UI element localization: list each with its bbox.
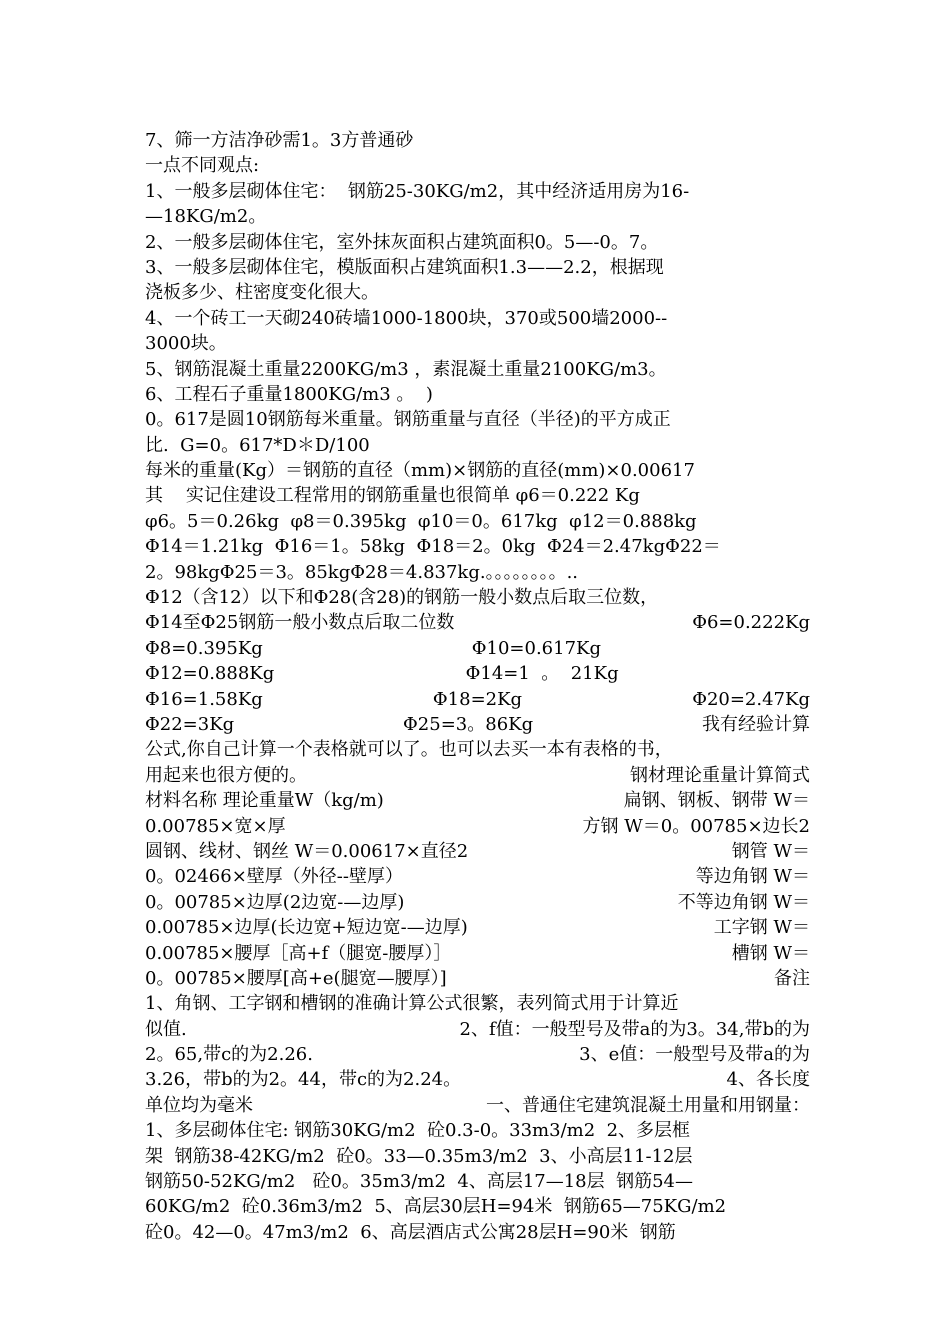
text-segment: 0。00785×边厚(2边宽-—边厚): [145, 891, 405, 913]
text-line: [145, 788, 810, 813]
text-line: [145, 1017, 810, 1042]
text-segment: 方钢 W＝0。00785×边长2: [582, 815, 810, 837]
text-segment: 60KG/m2 砼0.36m3/m2 5、高层30层H=94米 钢筋65—75KG/m2: [145, 1196, 727, 1218]
text-segment: —18KG/m2。: [145, 206, 267, 228]
text-segment: 7、筛一方洁净砂需1。3方普通砂: [145, 130, 414, 151]
text-segment: Φ6=0.222Kg: [692, 612, 810, 634]
text-line: [145, 382, 810, 407]
text-segment: Φ16=1.58Kg: [145, 688, 263, 710]
text-line: [145, 1220, 810, 1245]
text-line: [145, 1118, 810, 1143]
text-segment: 槽钢 W＝: [731, 942, 810, 964]
text-line: [145, 534, 810, 559]
text-segment: 钢管 W＝: [731, 840, 810, 862]
text-segment: 0。00785×腰厚[高+e(腿宽—腰厚）]: [145, 967, 447, 989]
text-segment: 1、一般多层砌体住宅： 钢筋25-30KG/m2，其中经济适用房为16-: [145, 180, 690, 202]
text-line: [145, 1194, 810, 1219]
text-line: [145, 966, 810, 991]
text-segment: 不等边角钢 W＝: [677, 891, 810, 913]
text-line: [145, 153, 810, 178]
text-line: [145, 687, 810, 712]
text-line: [145, 839, 810, 864]
text-line: [145, 458, 810, 483]
text-line: [145, 179, 810, 204]
text-segment: 4、一个砖工一天砌240砖墙1000-1800块，370或500墙2000--: [145, 307, 668, 329]
text-segment: 3、一般多层砌体住宅，模版面积占建筑面积1.3——2.2，根据现: [145, 256, 664, 278]
text-segment: 2。98kgΦ25＝3。85kgΦ28＝4.837kg.。。。。。。。。..: [145, 561, 579, 583]
text-segment: 每米的重量(Kg）＝钢筋的直径（mm)×钢筋的直径(mm)×0.00617: [145, 460, 695, 482]
text-line: [145, 1144, 810, 1169]
text-segment: 用起来也很方便的。: [145, 764, 307, 786]
text-segment: 其 实记住建设工程常用的钢筋重量也很简单 φ6＝0.222 Kg: [145, 485, 640, 507]
text-segment: Φ14＝1.21kg Φ16＝1。58kg Φ18＝2。0kg Φ24＝2.47kgΦ22＝: [145, 536, 721, 558]
text-segment: 0。617是圆10钢筋每米重量。钢筋重量与直径（半径)的平方成正: [145, 409, 671, 431]
text-segment: 1、角钢、工字钢和槽钢的准确计算公式很繁，表列简式用于计算近: [145, 993, 679, 1015]
text-line: [145, 636, 810, 661]
text-line: [145, 610, 810, 635]
text-line: [145, 331, 810, 356]
text-line: [145, 1042, 810, 1067]
text-line: [145, 864, 810, 889]
text-segment: 0.00785×腰厚［高+f（腿宽-腰厚）］: [145, 942, 452, 964]
text-segment: 单位均为毫米: [145, 1094, 253, 1116]
text-segment: 备注: [774, 967, 810, 989]
text-segment: 我有经验计算: [702, 713, 810, 735]
text-segment: 材料名称 理论重量W（kg/m): [145, 790, 384, 812]
text-line: [145, 737, 810, 762]
text-line: [145, 890, 810, 915]
text-segment: 0。02466×壁厚（外径--壁厚）: [145, 866, 403, 888]
text-line: [145, 814, 810, 839]
text-segment: 1、多层砌体住宅: 钢筋30KG/m2 砼0.3-0。33m3/m2 2、多层框: [145, 1120, 691, 1142]
text-segment: Φ20=2.47Kg: [692, 688, 810, 710]
text-line: [145, 941, 810, 966]
text-segment: Φ18=2Kg: [432, 688, 523, 710]
text-line: [145, 433, 810, 458]
text-segment: Φ14至Φ25钢筋一般小数点后取二位数: [145, 612, 455, 634]
text-segment: Φ12（含12）以下和Φ28(含28)的钢筋一般小数点后取三位数，: [145, 587, 659, 609]
text-line: [145, 991, 810, 1016]
text-line: [145, 1093, 810, 1118]
text-segment: Φ25=3。86Kg: [403, 713, 534, 735]
text-segment: 一、普通住宅建筑混凝土用量和用钢量：: [486, 1094, 810, 1116]
text-segment: 3.26，带b的为2。44，带c的为2.24。: [145, 1069, 462, 1091]
text-segment: 3000块。: [145, 333, 227, 355]
text-segment: 4、各长度: [726, 1069, 810, 1091]
text-line: [145, 712, 810, 737]
text-segment: 工字钢 W＝: [713, 917, 810, 939]
text-segment: Φ14=1 。 21Kg: [465, 663, 619, 685]
text-line: [145, 585, 810, 610]
text-segment: 2。65,带c的为2.26.: [145, 1044, 313, 1066]
text-segment: Φ10=0.617Kg: [471, 637, 602, 659]
text-segment: 浇板多少、柱密度变化很大。: [145, 282, 379, 304]
text-segment: 0.00785×宽×厚: [145, 815, 286, 837]
text-segment: 圆钢、线材、钢丝 W＝0.00617×直径2: [145, 840, 469, 862]
text-line: [145, 661, 810, 686]
text-segment: 0.00785×边厚(长边宽+短边宽-—边厚): [145, 917, 468, 939]
text-segment: 钢材理论重量计算简式: [630, 764, 810, 786]
text-segment: 6、工程石子重量1800KG/m3 。 ): [145, 383, 433, 405]
text-segment: 砼0。42—0。47m3/m2 6、高层酒店式公寓28层H=90米 钢筋: [145, 1221, 676, 1243]
text-segment: 等边角钢 W＝: [695, 866, 810, 888]
text-segment: φ6。5＝0.26kg φ8＝0.395kg φ10＝0。617kg φ12＝0.888kg: [145, 510, 697, 532]
text-segment: Φ12=0.888Kg: [145, 663, 275, 685]
text-segment: 比. G=0。617*D＊D/100: [145, 434, 370, 456]
text-segment: Φ8=0.395Kg: [145, 637, 263, 659]
text-line: [145, 509, 810, 534]
text-line: [145, 1169, 810, 1194]
text-line: [145, 204, 810, 229]
text-segment: Φ22=3Kg: [145, 713, 235, 735]
text-segment: 5、钢筋混凝土重量2200KG/m3 ，素混凝土重量2100KG/m3。: [145, 358, 667, 380]
text-line: [145, 255, 810, 280]
document-body: [145, 128, 810, 1245]
text-line: [145, 357, 810, 382]
text-segment: 钢筋50-52KG/m2 砼0。35m3/m2 4、高层17—18层 钢筋54—: [145, 1171, 693, 1193]
text-segment: 公式,你自己计算一个表格就可以了。也可以去买一本有表格的书，: [145, 739, 673, 761]
text-line: [145, 763, 810, 788]
text-segment: 似值.: [145, 1018, 187, 1040]
text-line: [145, 128, 810, 153]
text-line: [145, 306, 810, 331]
text-line: [145, 915, 810, 940]
text-segment: 扁钢、钢板、钢带 W＝: [623, 790, 810, 812]
text-segment: 3、e值：一般型号及带a的为: [579, 1044, 810, 1066]
text-line: [145, 407, 810, 432]
text-segment: 架 钢筋38-42KG/m2 砼0。33—0.35m3/m2 3、小高层11-12层: [145, 1145, 693, 1167]
text-line: [145, 230, 810, 255]
text-segment: 2、f值：一般型号及带a的为3。34,带b的为: [459, 1018, 810, 1040]
text-line: [145, 1067, 810, 1092]
text-line: [145, 560, 810, 585]
text-segment: 一点不同观点:: [145, 155, 260, 177]
text-line: [145, 280, 810, 305]
text-line: [145, 483, 810, 508]
text-segment: 2、一般多层砌体住宅，室外抹灰面积占建筑面积0。5—-0。7。: [145, 231, 659, 253]
